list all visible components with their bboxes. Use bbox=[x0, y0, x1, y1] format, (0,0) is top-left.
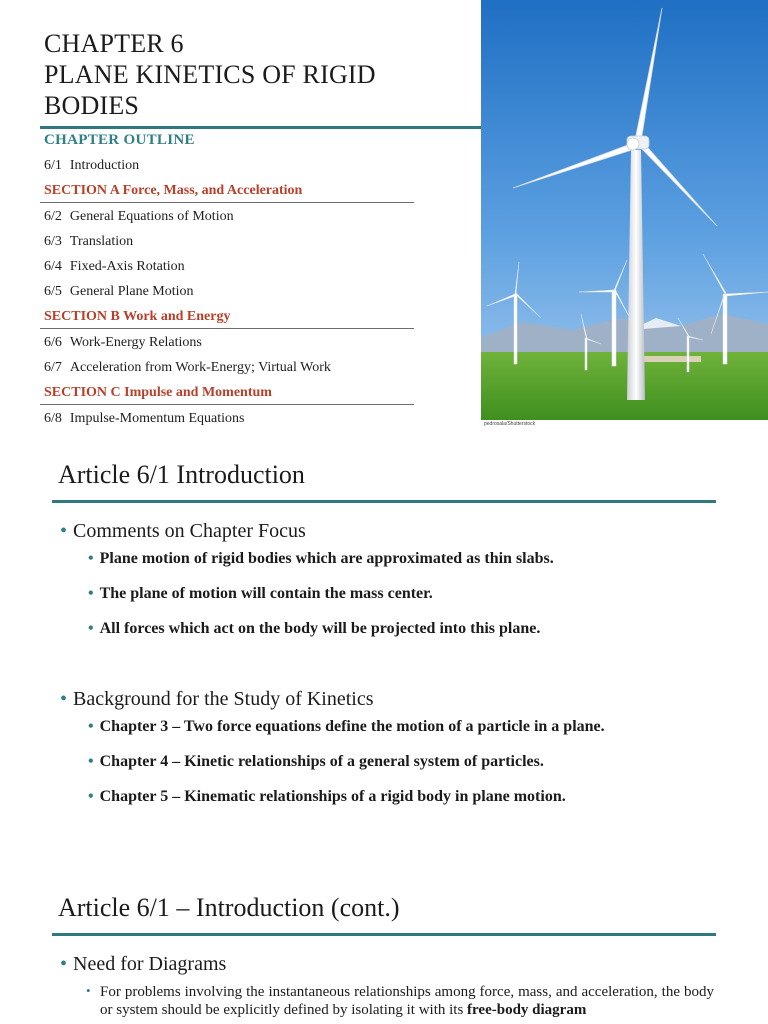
section-divider bbox=[40, 202, 414, 203]
section-divider bbox=[40, 328, 414, 329]
sub-bullet-item: • All forces which act on the body will be projected into this plane. bbox=[88, 620, 541, 637]
toc-item: 6/1 Introduction bbox=[44, 158, 140, 173]
sub-bullet-item: • Chapter 4 – Kinetic relationships of a general system of particles. bbox=[88, 753, 544, 770]
sub-bullet-item: • Plane motion of rigid bodies which are approximated as thin slabs. bbox=[88, 550, 554, 567]
toc-item: 6/3 Translation bbox=[44, 234, 134, 249]
section-heading: SECTION C Impulse and Momentum bbox=[44, 385, 272, 400]
paragraph: For problems involving the instantaneous relationships among force, mass, and acceleration, the body or system should be explicitly defined by isolating it with its free-body diagram bbox=[100, 984, 714, 1018]
toc-item: 6/8 Impulse-Momentum Equations bbox=[44, 411, 245, 426]
toc-item: 6/6 Work-Energy Relations bbox=[44, 335, 202, 350]
toc-item: 6/2 General Equations of Motion bbox=[44, 209, 234, 224]
article-title: Article 6/1 Introduction bbox=[58, 460, 305, 489]
article-title: Article 6/1 – Introduction (cont.) bbox=[58, 893, 400, 922]
sub-bullet-item: • Chapter 5 – Kinematic relationships of a rigid body in plane motion. bbox=[88, 788, 566, 805]
photo-credit: pedrosala/Shutterstock bbox=[484, 421, 536, 427]
sub-bullet-item: • The plane of motion will contain the mass center. bbox=[88, 585, 433, 602]
bullet-item: • Background for the Study of Kinetics bbox=[60, 688, 374, 710]
toc-item: 6/4 Fixed-Axis Rotation bbox=[44, 259, 185, 274]
title-divider bbox=[52, 500, 716, 503]
toc-item: 6/7 Acceleration from Work-Energy; Virtual Work bbox=[44, 360, 331, 375]
sub-bullet-marker: • bbox=[86, 983, 91, 998]
outline-heading: CHAPTER OUTLINE bbox=[44, 132, 195, 148]
toc-item: 6/5 General Plane Motion bbox=[44, 284, 194, 299]
wind-turbine-photo bbox=[481, 0, 768, 420]
wind-turbine-illustration bbox=[481, 0, 768, 420]
chapter-title: CHAPTER 6 PLANE KINETICS OF RIGID BODIES bbox=[44, 29, 376, 120]
sub-bullet-item: • Chapter 3 – Two force equations define the motion of a particle in a plane. bbox=[88, 718, 605, 735]
title-divider bbox=[40, 126, 482, 129]
section-divider bbox=[40, 404, 414, 405]
title-divider bbox=[52, 933, 716, 936]
section-heading: SECTION A Force, Mass, and Acceleration bbox=[44, 183, 303, 198]
chapter-slide bbox=[0, 0, 768, 440]
bullet-item: • Need for Diagrams bbox=[60, 953, 227, 975]
section-heading: SECTION B Work and Energy bbox=[44, 309, 231, 324]
bullet-item: • Comments on Chapter Focus bbox=[60, 520, 306, 542]
